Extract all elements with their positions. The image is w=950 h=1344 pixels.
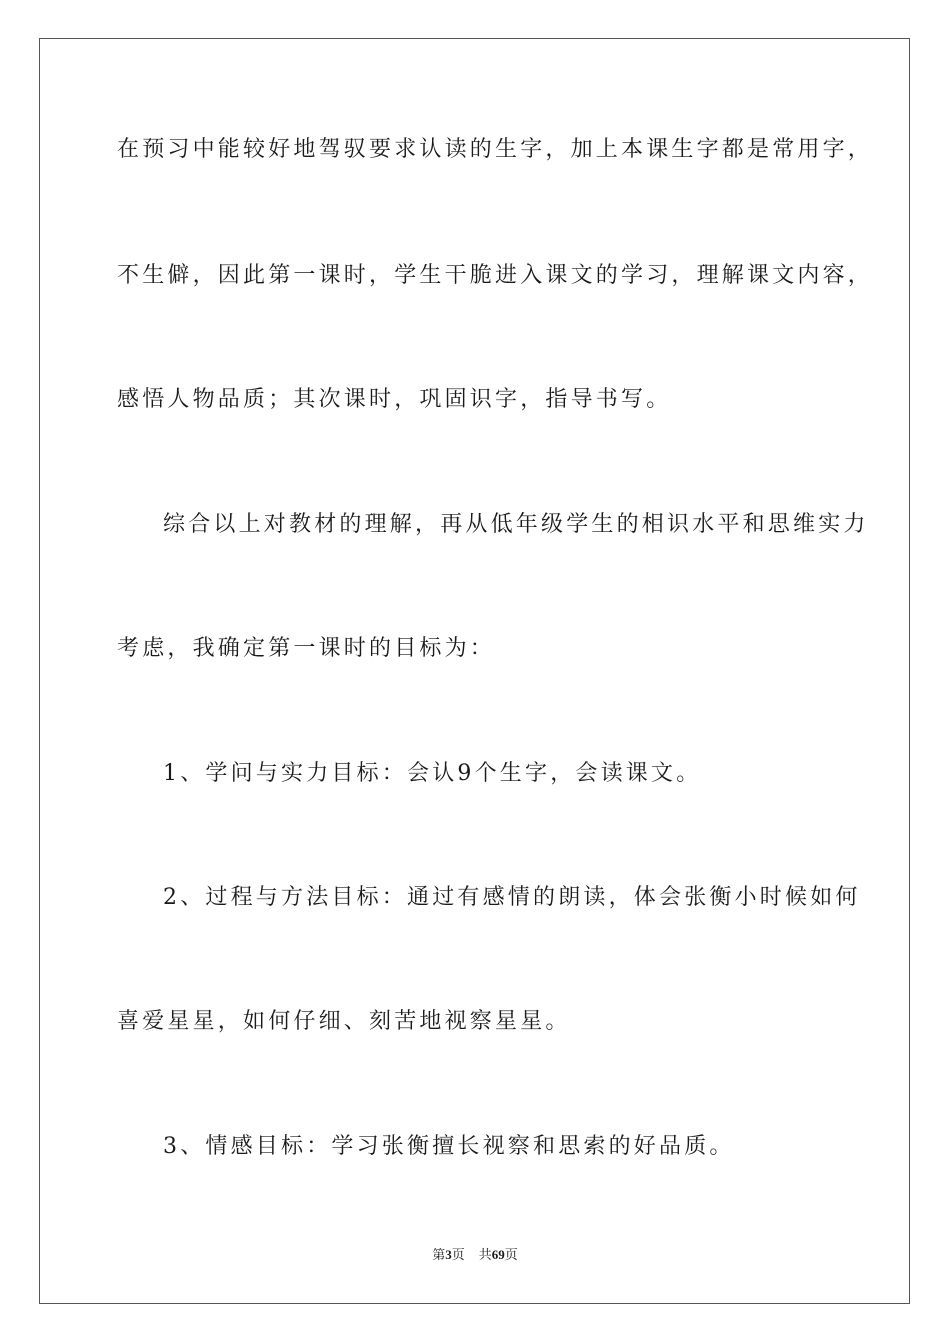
body-text-line-5: 考虑，我确定第一课时的目标为： — [117, 636, 496, 661]
paragraph-line-4: 综合以上对教材的理解，再从低年级学生的相识水平和思维实力 — [163, 512, 869, 537]
objective-3-line: 3、情感目标：学习张衡擅长视察和思索的好品质。 — [163, 1134, 735, 1159]
total-pages: 69 — [491, 1247, 505, 1262]
body-text-line-2: 不生僻，因此第一课时，学生干脆进入课文的学习，理解课文内容， — [117, 263, 874, 288]
total-prefix: 共 — [478, 1248, 492, 1263]
body-text-line-1: 在预习中能较好地驾驭要求认读的生字，加上本课生字都是常用字， — [117, 137, 874, 162]
body-text-line-3: 感悟人物品质；其次课时，巩固识字，指导书写。 — [117, 387, 672, 412]
page-suffix: 页 — [451, 1248, 465, 1263]
page-footer — [0, 1246, 950, 1265]
objective-2-continued-line: 喜爱星星，如何仔细、刻苦地视察星星。 — [117, 1009, 571, 1034]
objective-1-line: 1、学问与实力目标：会认9个生字，会读课文。 — [163, 761, 702, 786]
page-number: 3 — [445, 1247, 452, 1262]
page-border — [39, 38, 910, 1304]
objective-2-line: 2、过程与方法目标：通过有感情的朗读，体会张衡小时候如何 — [163, 885, 861, 910]
page-prefix: 第 — [432, 1248, 446, 1263]
total-suffix: 页 — [504, 1248, 518, 1263]
